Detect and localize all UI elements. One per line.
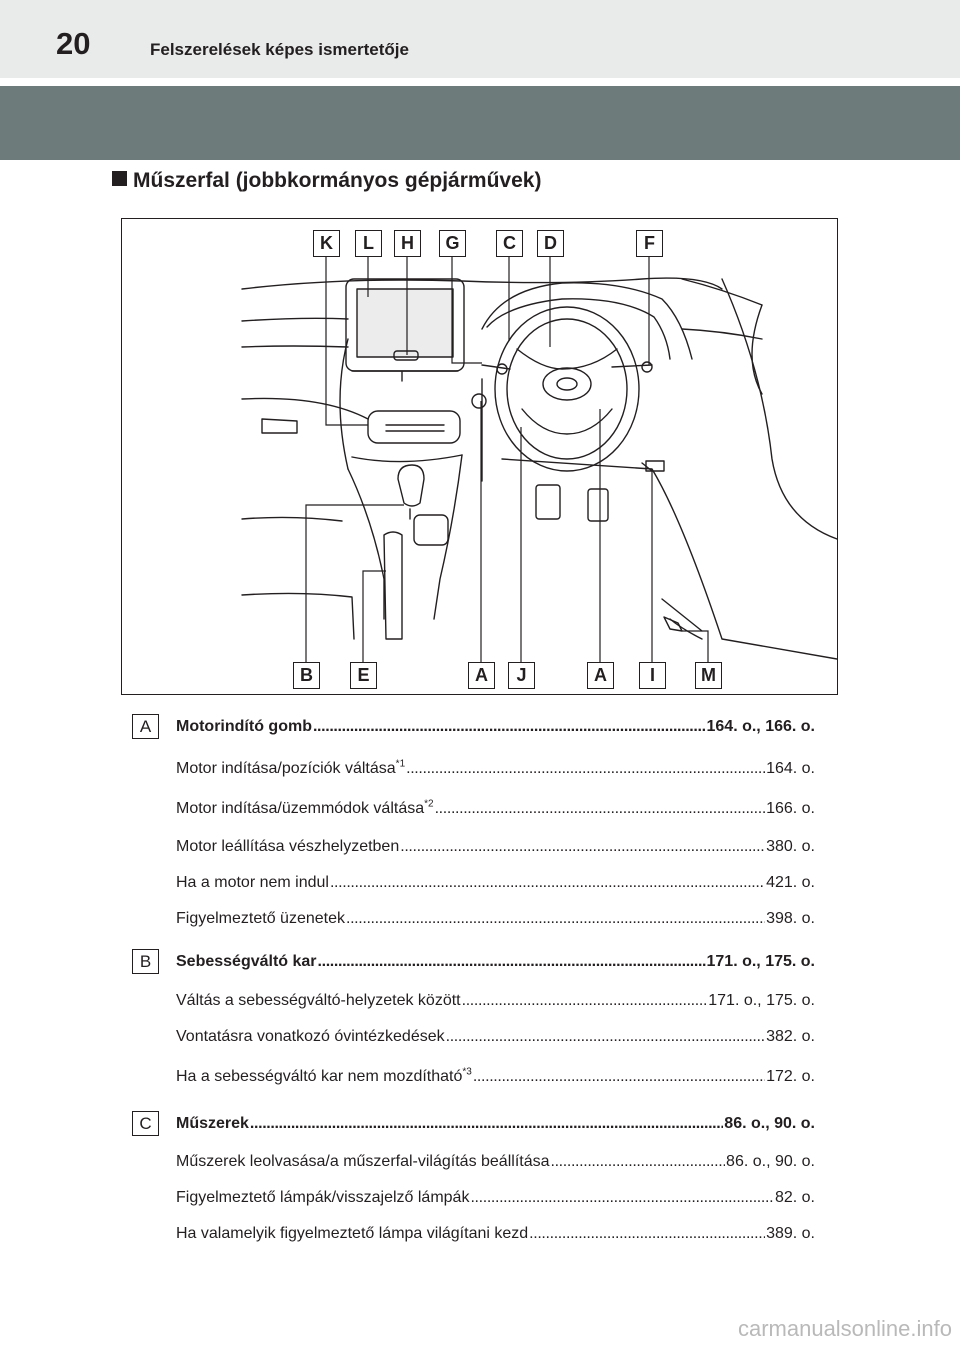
entry-pages: 171. o., 175. o. [706,953,815,970]
sub-title: Figyelmeztető lámpák/visszajelző lámpák [176,1189,470,1206]
dot-leader [462,991,708,1011]
callout-label-e: E [350,662,377,689]
watermark: carmanualsonline.info [737,1316,952,1341]
dot-leader [400,837,765,857]
sub-pages: 164. o. [766,760,815,777]
dashboard-illustration [121,218,838,695]
page-header [0,0,960,78]
footnote-ref: *3 [462,1066,472,1078]
callout-label-f: F [636,230,663,257]
sub-title: Figyelmeztető üzenetek [176,910,345,927]
dot-leader [250,1114,723,1134]
callout-label-h: H [394,230,421,257]
page-number: 20 [56,26,91,61]
chapter-title: Felszerelések képes ismertetője [150,40,409,59]
sub-title: Ha a motor nem indul [176,874,329,891]
dot-leader [406,759,765,779]
sub-title: Motor leállítása vészhelyzetben [176,838,400,855]
sub-title: Ha a sebességváltó kar nem mozdítható [176,1068,463,1085]
dot-leader [473,1067,765,1087]
sub-pages: 82. o. [774,1189,815,1206]
entry-sub-row [176,909,815,929]
dot-leader [313,717,706,737]
dot-leader [330,873,765,893]
dot-leader [346,909,765,929]
entry-sub-row [176,759,815,779]
entry-sub-row [176,1224,815,1244]
entry-sub-row [176,1152,815,1172]
entry-title: Műszerek [176,1115,249,1132]
entry-sub-row [176,837,815,857]
callout-label-i: I [639,662,666,689]
callout-label-a: A [468,662,495,689]
square-bullet-icon [112,171,127,186]
entry-title: Sebességváltó kar [176,953,317,970]
callout-label-a-2: A [587,662,614,689]
callout-label-l: L [355,230,382,257]
entry-sub-row [176,873,815,893]
sub-title: Ha valamelyik figyelmeztető lámpa világítani kezd [176,1225,529,1242]
sub-pages: 389. o. [766,1225,815,1242]
callout-label-j: J [508,662,535,689]
callout-label-c: C [496,230,523,257]
entry-tag: B [132,949,159,974]
entry-tag: C [132,1111,159,1136]
sub-title: Váltás a sebességváltó-helyzetek között [176,992,461,1009]
entry-sub-row [176,1067,815,1087]
dot-leader [529,1224,765,1244]
dashboard-line-drawing [122,219,837,694]
section-title-text: Műszerfal (jobbkormányos gépjárművek) [133,169,542,192]
entry-sub-row [176,799,815,819]
sub-title: Motor indítása/üzemmódok váltása [176,800,425,817]
sub-pages: 166. o. [766,800,815,817]
sub-pages: 421. o. [766,874,815,891]
sub-title: Motor indítása/pozíciók váltása [176,760,396,777]
entry-pages: 164. o., 166. o. [706,718,815,735]
callout-label-d: D [537,230,564,257]
entry-main-row [176,1114,815,1134]
callout-label-m: M [695,662,722,689]
callout-label-b: B [293,662,320,689]
entry-title: Motorindító gomb [176,718,312,735]
sub-pages: 86. o., 90. o. [726,1153,815,1170]
entry-pages: 86. o., 90. o. [724,1115,815,1132]
entry-sub-row [176,991,815,1011]
sub-title: Műszerek leolvasása/a műszerfal-világítás beállítása [176,1153,550,1170]
sub-pages: 171. o., 175. o. [708,992,815,1009]
dot-leader [446,1027,765,1047]
section-title [112,168,541,193]
sub-pages: 398. o. [766,910,815,927]
dot-leader [551,1152,726,1172]
sub-title: Vontatásra vonatkozó óvintézkedések [176,1028,445,1045]
dot-leader [318,952,706,972]
entry-sub-row [176,1188,815,1208]
dot-leader [470,1188,774,1208]
sub-pages: 380. o. [766,838,815,855]
footnote-ref: *1 [395,758,406,770]
sub-pages: 382. o. [766,1028,815,1045]
callout-label-g: G [439,230,466,257]
entry-main-row [176,717,815,737]
entry-main-row [176,952,815,972]
sub-pages: 172. o. [766,1068,815,1085]
entry-tag: A [132,714,159,739]
header-band [0,86,960,160]
dot-leader [435,799,765,819]
footnote-ref: *2 [424,798,434,810]
entry-sub-row [176,1027,815,1047]
callout-label-k: K [313,230,340,257]
